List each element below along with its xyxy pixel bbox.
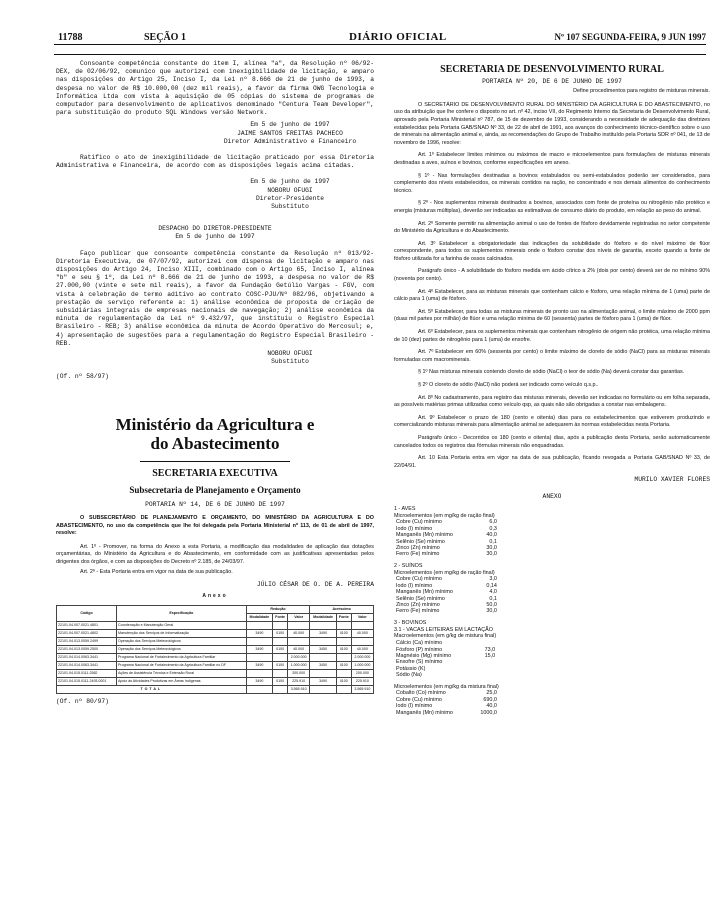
cell: 3490 <box>246 630 273 638</box>
paragraph-article: § 1º Nas misturas minerais contendo cloreto de sódio (NaCl) o teor de sódio (Na) deverá constar das garantias. <box>418 369 685 376</box>
signature-block-3 <box>206 350 374 366</box>
ministry-line: Ministério da Agricultura e <box>115 414 315 434</box>
annex-title: Anexo <box>202 593 228 600</box>
group-title: 1 - AVES <box>394 505 416 512</box>
budget-table <box>56 605 374 694</box>
cell: 40.000 <box>288 646 310 654</box>
paragraph-article: Art. 5º Estabelecer, para todas as misturas minerais de pronto uso na alimentação animal, o limite máximo de 2000 ppm (duas mil partes por milhão) de flúor e uma relação mínima de 60 (sessenta) partes de fósforo para 1 (uma) de flúor. <box>394 308 710 323</box>
table-row <box>57 630 374 638</box>
col-header: Modalidade <box>310 614 337 622</box>
cell: 3490 <box>246 678 273 686</box>
list-item <box>394 608 499 614</box>
secretaria-heading: SECRETARIA DE DESENVOLVIMENTO RURAL <box>440 64 664 75</box>
cell: Ações de Assistência Técnica e Extensão Rural <box>117 670 247 678</box>
mineral-name: Cobre (Cu) mínimo <box>396 519 442 526</box>
mineral-name: Iodo (I) mínimo <box>396 582 433 589</box>
col-header: Acréscimo <box>310 606 374 614</box>
journal-title: DIÁRIO OFICIAL <box>349 31 447 43</box>
signature-name: MURILO XAVIER FLORES <box>634 476 710 484</box>
total-label: TOTAL <box>57 686 247 694</box>
cell: 0100 <box>273 646 288 654</box>
cell: 2.000.000 <box>288 654 310 662</box>
cell <box>336 638 351 646</box>
total-acrescimo: 3.565.910 <box>351 686 373 694</box>
list-item <box>394 672 497 678</box>
cell: Coordenação e Manutenção Geral <box>117 622 247 630</box>
cell: 1.000.000 <box>288 662 310 670</box>
total-reducao: 3.565.910 <box>288 686 310 694</box>
col-header: Modalidade <box>246 614 273 622</box>
mineral-value: 40,0 <box>486 703 497 710</box>
cell: 22101.04.014.0063.3441 <box>57 662 117 670</box>
page-header <box>54 18 706 58</box>
cell <box>288 622 310 630</box>
paragraph-article: § 2º O cloreto de sódio (NaCl) não poderá ser indicado como veículo q.s.p.. <box>418 382 599 389</box>
group-bovinos <box>394 620 710 640</box>
mineral-value: 1000,0 <box>480 709 497 716</box>
paragraph-preamble: O SUBSECRETÁRIO DE PLANEJAMENTO E ORÇAMENTO, DO MINISTÉRIO DA AGRICULTURA E DO ABASTECIMENTO, no uso da competência que lhe foi delegada pela Portaria Ministerial nº 113, de 01 de abril de 1997, resolve: <box>56 514 374 537</box>
mineral-name: Cobre (Cu) mínimo <box>396 696 442 703</box>
paragraph-article-1: Art. 1º - Promover, na forma do Anexo a esta Portaria, a modificação das modalidades de aplicação das dotações orçamentárias, do Ministério da Agricultura e do Abastecimento, em conformidade com as justificativas apresentadas pelos dirigentes dos órgãos, e com as disposições do Decreto nº 2.185, de 24/03/97. <box>56 543 374 565</box>
portaria-title: PORTARIA Nº 14, DE 6 DE JUNHO DE 1997 <box>145 500 285 508</box>
cell: 0100 <box>273 678 288 686</box>
mineral-value: 6,0 <box>489 519 497 526</box>
cell: 22101.04.015.0111.2493.0001 <box>57 678 117 686</box>
cell <box>246 670 273 678</box>
portaria-ementa: Define procedimentos para registro de misturas minerais. <box>573 88 710 95</box>
cell: 22101.04.007.0021.4801 <box>57 622 117 630</box>
cell: 3450 <box>310 662 337 670</box>
paragraph-article: Art. 3º Estabelecer a obrigatoriedade das indicações da solubilidade do fósforo e do nível máximo de flúor correspondente, para todos os suplementos minerais onde o fósforo constar dos níveis de garantia, exceto quando a fonte de fósforo utilizada for a farinha de ossos calcinados. <box>394 240 710 262</box>
paragraph-article: § 1º - Nas formulações destinadas a bovinos estabulados ou semi-estabulados poderão ser considerados, para complemento dos níveis estabelecidos, os minerais contidos na ração, no concentrado e nos demais alimentos do conhecimento técnico. <box>394 172 710 194</box>
cell <box>310 670 337 678</box>
col-header: Valor <box>351 614 373 622</box>
cell <box>273 670 288 678</box>
mineral-value: 73,0 <box>484 646 496 653</box>
signature-date: Em 5 de junho de 1997 <box>250 178 330 186</box>
mineral-name: Cobre (Cu) mínimo <box>396 576 442 583</box>
group-title: 3 - BOVINOS <box>394 619 427 626</box>
cell <box>336 654 351 662</box>
paragraph-preamble: O SECRETÁRIO DE DESENVOLVIMENTO RURAL DO MINISTÉRIO DA AGRICULTURA E DO ABASTECIMENTO, no uso da atribuição que lhe confere o disposto no art. nº 42, inciso VII, do Regimento Interno da Secretaria de Desenvolvimento Rural, aprovado pela Portaria Ministerial nº 787, de 15 de dezembro de 1993, considerando a necessidade de adequação das diretrizes estabelecidas pela Portaria GAB/SNAD Nº 33, de 22 de abril de 1991, aos avanços do conhecimento técnico-científico sobre o uso de minerais na alimentação animal e, ainda, as recomendações do Grupo de Trabalho instituído pela Portaria SDR nº 041, de 13 de novembro de 1996, resolve: <box>394 101 710 146</box>
cell: Operação dos Serviços Meteorológicos <box>117 638 247 646</box>
signature-block-1 <box>206 121 374 146</box>
mineral-name: Cálcio (Ca) mínimo <box>396 640 443 647</box>
cell: 200.000 <box>351 670 373 678</box>
mineral-value: 15,0 <box>484 653 496 660</box>
cell: 22101.04.015.0111.2582 <box>57 670 117 678</box>
cell: Apoio às Atividades Produtivas em Áreas Indígenas <box>117 678 247 686</box>
mineral-value: 30,0 <box>486 544 497 551</box>
mineral-value: 30,0 <box>486 608 497 615</box>
ministry-heading <box>56 415 374 453</box>
group-subtitle: Macroelementos (em g/kg de mistura final) <box>394 633 497 640</box>
signature-name: NOBORU OFUGI <box>267 186 313 194</box>
secretaria-heading: SECRETARIA EXECUTIVA <box>152 467 278 479</box>
cell: 22101.04.013.0059.2500 <box>57 646 117 654</box>
paragraph-article: Art. 9º Estabelecer o prazo de 180 (cento e oitenta) dias para os estabelecimentos que estiverem produzindo e comercializando misturas minerais para alimentação animal se adequarem às normas estabelecidas nesta Portaria. <box>394 414 710 429</box>
table-row <box>57 622 374 630</box>
table-row <box>57 638 374 646</box>
paragraph-article: § 2º - Nos suplementos minerais destinados a bovinos, associados com fonte de proteína ou nitrogênio não protéico e energia (misturas múltiplas), deverão ser indicadas as estimativas de consumo diário do produto, em relação ao peso do animal. <box>394 200 710 214</box>
cell <box>336 622 351 630</box>
paragraph-article: Art. 1º Estabelecer limites mínimos ou máximos de macro e microelementos para formulações de misturas minerais destinadas a aves, suínos e bovinos, conforme especificações em anexo. <box>394 152 710 166</box>
cell: 40.000 <box>288 630 310 638</box>
mineral-name: Potássio (K) <box>396 665 426 672</box>
signature-role: Diretor-Presidente <box>255 194 325 202</box>
signature-name: JÚLIO CÉSAR DE O. DE A. PEREIRA <box>256 581 374 589</box>
signature-date: Em 5 de junho de 1997 <box>250 121 330 129</box>
cell <box>351 622 373 630</box>
mineral-value: 4,0 <box>489 589 497 596</box>
mineral-name: Sódio (Na) <box>396 672 422 679</box>
cell: 0100 <box>336 678 351 686</box>
cell: 0100 <box>336 662 351 670</box>
cell <box>273 622 288 630</box>
cell <box>310 654 337 662</box>
left-column <box>56 60 374 900</box>
cell: Manutenção dos Serviços de Informatização <box>117 630 247 638</box>
annex-title: ANEXO <box>542 492 562 500</box>
cell: 225.910 <box>351 678 373 686</box>
group-bovinos-micro <box>394 684 710 691</box>
mineral-name: Ferro (Fe) mínimo <box>396 551 440 558</box>
group-aves <box>394 506 710 520</box>
cell: Programa Nacional de Fortalecimento da Agricultura Familiar no DF <box>117 662 247 670</box>
right-column <box>394 60 710 900</box>
cell: Programa Nacional de Fortalecimento da Agricultura Familiar <box>117 654 247 662</box>
mineral-name: Fósforo (P) mínimo <box>396 646 443 653</box>
cell: 0100 <box>336 646 351 654</box>
cell <box>336 670 351 678</box>
group-title: 2 - SUÍNOS <box>394 562 423 569</box>
mineral-table-bovinos-macro <box>394 640 497 678</box>
mineral-value <box>453 672 497 678</box>
group-subtitle: Microelementos (em mg/kg de ração final) <box>394 512 495 519</box>
paragraph-article: Art. 6º Estabelecer, para os suplementos minerais que contenham nitrogênio de origem não protéica, uma relação mínima de 10 (dez) partes de nitrogênio para 1 (uma) de enxofre. <box>394 329 710 343</box>
col-header: Fonte <box>273 614 288 622</box>
cell <box>273 638 288 646</box>
despacho-title: DESPACHO DO DIRETOR-PRESIDENTE <box>158 225 272 233</box>
table-row <box>57 654 374 662</box>
paragraph-article: Art. 2º Somente permitir na alimentação animal o uso de fontes de fósforo devidamente registradas no setor competente do Ministério da Agricultura e do Abastecimento. <box>394 220 710 235</box>
portaria-title: PORTARIA Nº 20, DE 6 DE JUNHO DE 1997 <box>482 78 622 85</box>
col-header: Código <box>57 606 117 622</box>
despacho-heading <box>56 225 374 241</box>
mineral-name: Selênio (Se) mínimo <box>396 595 445 602</box>
paragraph-article: Art. 4º Estabelecer, para as misturas minerais que contenham cálcio e fósforo, uma relação mínima de 1 (uma) parte de cálcio para 1 (uma) de fósforo. <box>394 288 710 303</box>
reference-number: (Of. nº 58/97) <box>56 372 109 380</box>
cell <box>246 638 273 646</box>
mineral-table-suinos <box>394 576 499 614</box>
table-row <box>57 678 374 686</box>
signature-role: Substituto <box>271 203 309 211</box>
paragraph-article: Art. 8º No cadastramento, para registro das misturas minerais, deverão ser indicadas no formulário ou em folha separada, as possíveis matérias primas utilizadas como veículo qsp, as quais não são obrigadas a constar nas embalagens. <box>394 394 710 409</box>
cell: 22101.04.013.0059.2499 <box>57 638 117 646</box>
mineral-value: 3,0 <box>489 576 497 583</box>
cell: 22101.04.007.0021.4802 <box>57 630 117 638</box>
col-header: Redução <box>246 606 310 614</box>
reference-number: (Of. nº 80/97) <box>56 698 109 706</box>
mineral-value: 0,14 <box>486 582 497 589</box>
table-total-row <box>57 686 374 694</box>
signature-role: Diretor Administrativo e Financeiro <box>223 137 357 145</box>
mineral-name: Manganês (Mn) mínimo <box>396 709 453 716</box>
ministry-rule <box>140 461 290 462</box>
page-number: 11788 <box>58 32 83 43</box>
mineral-name: Zinco (Zn) mínimo <box>396 602 440 609</box>
signature-block-2 <box>206 178 374 211</box>
paragraph-article: Parágrafo único - Decorridos os 180 (cento e oitenta) dias, após a publicação desta Portaria, serão automaticamente cancelados todos os registros das fórmulas minerais não enquadradas. <box>394 434 710 449</box>
cell: 2.000.000 <box>351 654 373 662</box>
mineral-name: Magnésio (Mg) mínimo <box>396 653 452 660</box>
cell: 1.000.000 <box>351 662 373 670</box>
subsecretaria-heading: Subsecretaria de Planejamento e Orçamento <box>129 484 301 495</box>
mineral-value: 0,3 <box>489 525 497 532</box>
cell <box>310 622 337 630</box>
group-subtitle: Microelementos (em mg/kg da mistura final) <box>394 683 499 690</box>
cell: 40.000 <box>351 646 373 654</box>
signature-name: JAIME SANTOS FREITAS PACHECO <box>237 129 343 137</box>
mineral-value: 40,0 <box>486 532 497 539</box>
paragraph-article: Art. 7º Estabelecer em 60% (sessenta por cento) o limite máximo de cloreto de sódio (NaCl) para as misturas minerais formuladas com macrominerais. <box>394 349 710 363</box>
signature-name: NOBORU OFUGI <box>267 350 313 358</box>
mineral-value: 690,0 <box>483 696 497 703</box>
cell <box>246 654 273 662</box>
cell: 40.000 <box>351 630 373 638</box>
cell: 3490 <box>246 646 273 654</box>
paragraph-article: Parágrafo único - A solubilidade do fósforo medida em ácido cítrico a 2% (dois por cento) deverá ser de no mínimo 90% (noventa por cento). <box>394 268 710 283</box>
cell: 0100 <box>273 630 288 638</box>
paragraph-article: Art. 10 Esta Portaria entra em vigor na data de sua publicação, ficando revogada a Portaria GAB/SNAD Nº 33, de 22/04/91. <box>394 455 710 469</box>
group-subtitle: 3.1 - VACAS LEITEIRAS EM LACTAÇÃO <box>394 626 493 633</box>
mineral-name: Iodo (I) mínimo <box>396 525 433 532</box>
ministry-line: do Abastecimento <box>150 433 280 453</box>
cell: 3450 <box>310 646 337 654</box>
mineral-value: 0,1 <box>489 538 497 545</box>
table-row <box>57 646 374 654</box>
section-label: SEÇÃO 1 <box>144 32 186 43</box>
header-rule-top <box>54 44 706 45</box>
mineral-name: Selênio (Se) mínimo <box>396 538 445 545</box>
cell <box>351 638 373 646</box>
header-rule-bottom <box>54 54 706 55</box>
cell <box>246 622 273 630</box>
cell: 200.000 <box>288 670 310 678</box>
paragraph-article-2: Art. 2º - Esta Portaria entra em vigor na data de sua publicação. <box>80 569 233 576</box>
issue-date: Nº 107 SEGUNDA-FEIRA, 9 JUN 1997 <box>554 32 706 42</box>
col-header: Especificação <box>117 606 247 622</box>
mineral-value: 0,1 <box>489 595 497 602</box>
paragraph-ratification: Ratifico o ato de inexigibilidade de licitação praticado por essa Diretoria Administrativa e Financeira, de acordo com as disposições legais acima citadas. <box>56 154 374 170</box>
paragraph-inexigibilidade: Consoante competência constante do item I, alínea "a", da Resolução nº 06/92-DEX, de 02/06/92, comunico que autorizei com inexigibilidade de licitação, e amparo nas disposições do Artigo 25, Inciso I, da Lei nº 8.666 de 21 de junho de 1993, a despesa no valor de R$ 10.000,00 (dez mil reais), a favor da firma OWG Tecnologia e Informática Ltda com vista à aquisição de 05 cópias do sistema de programas de computador para desenvolvimento de aplicativos denominado "Centura Team Developer", para substituição do produto SQL Windows versão Network. <box>56 60 374 117</box>
table-row <box>57 662 374 670</box>
cell: 0100 <box>336 630 351 638</box>
paragraph-despacho: Faço publicar que consoante competência constante da Resolução nº 013/92-Diretoria Executiva, de 07/07/92, autorizei com dispensa de licitação e amparo nas disposições do Artigo 24, Inciso XIII, combinado com o Artigo 65, Inciso I, alínea "b" e seu § 1º, da Lei nº 8.666 de 21 de junho de 1993, a despesa no valor de R$ 27.000,00 (vinte e sete mil reais), a favor da Fundação Getúlio Vargas - FGV, com vista à celebração de termo aditivo ao contrato COSC-PJU/Nº 082/96, objetivando a prestação de serviço referente a: 1) análise econômica de proposta de criação de subsidiárias integrais de empresas nacionais de navegação; 2) análise econômica da minuta de regulamentação da Lei nº 9.432/97, que instituiu o Registro Especial Brasileiro - REB; 3) análise econômica da minuta de Acordo Operativo do Mercosul; e, 4) apresentação de sugestões para a regulamentação do Registro Especial Brasileiro - REB. <box>56 249 374 347</box>
mineral-value: 50,0 <box>486 602 497 609</box>
col-header: Valor <box>288 614 310 622</box>
list-item <box>394 710 499 716</box>
mineral-name: Enxofre (S) mínimo <box>396 659 443 666</box>
cell: Operação dos Serviços Meteorológicos <box>117 646 247 654</box>
mineral-name: Cobalto (Co) mínimo <box>396 690 446 697</box>
mineral-name: Manganês (Mn) mínimo <box>396 589 453 596</box>
table-row <box>57 670 374 678</box>
col-header: Fonte <box>336 614 351 622</box>
mineral-name: Iodo (I) mínimo <box>396 703 433 710</box>
cell <box>310 638 337 646</box>
list-item <box>394 551 499 557</box>
cell: 22101.04.014.0063.3441 <box>57 654 117 662</box>
cell: 3490 <box>310 630 337 638</box>
mineral-value: 30,0 <box>486 551 497 558</box>
signature-role: Substituto <box>271 358 309 366</box>
cell: 3490 <box>310 678 337 686</box>
mineral-table-bovinos-micro <box>394 690 499 716</box>
group-subtitle: Microelementos (em mg/kg de ração final) <box>394 569 495 576</box>
cell <box>273 654 288 662</box>
cell: 225.910 <box>288 678 310 686</box>
cell <box>288 638 310 646</box>
cell: 3490 <box>246 662 273 670</box>
mineral-value: 25,0 <box>486 690 497 697</box>
mineral-name: Manganês (Mn) mínimo <box>396 532 453 539</box>
mineral-name: Zinco (Zn) mínimo <box>396 544 440 551</box>
group-suinos <box>394 563 710 577</box>
cell: 0100 <box>273 662 288 670</box>
mineral-table-aves <box>394 519 499 557</box>
mineral-name: Ferro (Fe) mínimo <box>396 608 440 615</box>
despacho-date: Em 5 de junho de 1997 <box>175 233 255 241</box>
